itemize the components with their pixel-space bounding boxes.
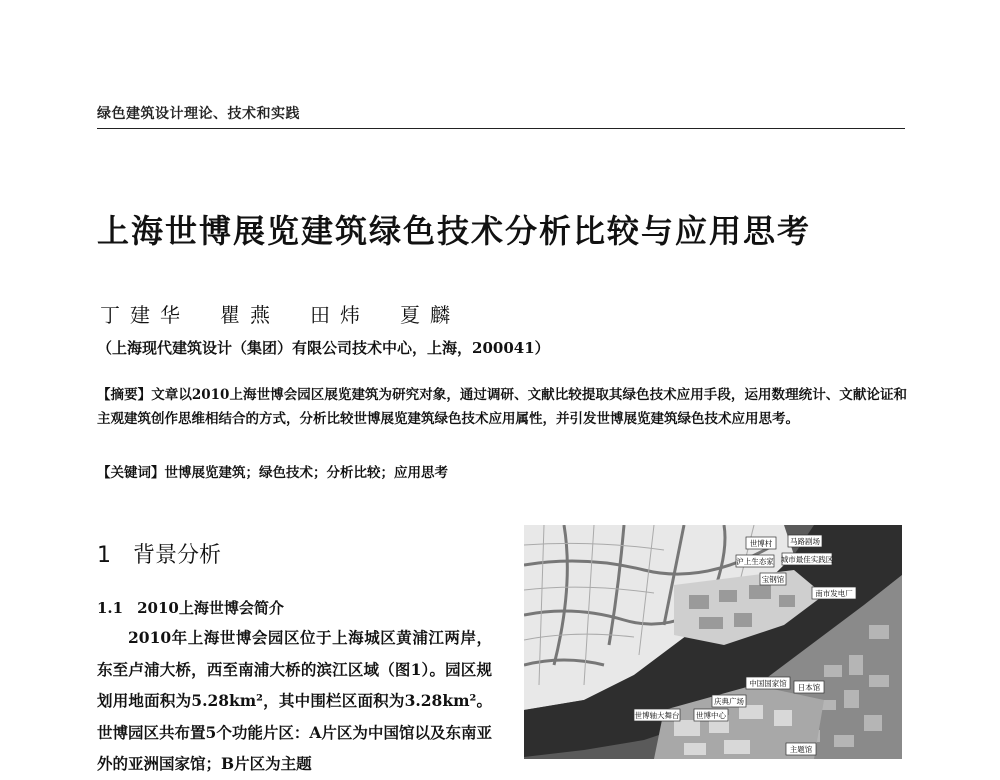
svg-text:马路剧场: 马路剧场: [790, 537, 820, 546]
header-rule: [97, 128, 905, 129]
section-title: 背景分析: [133, 543, 222, 568]
paragraph-text: 2010年上海世博会园区位于上海城区黄浦江两岸，东至卢浦大桥，西至南浦大桥的滨江区域（图1）。园区规划用地面积为5.28km²，其中围栏区面积为3.28km²。世博园区共布置5个功能片区：A片区为中国馆以及东南亚外的亚洲国家馆；B片区为主题: [97, 628, 492, 773]
affiliation: （上海现代建筑设计（集团）有限公司技术中心，上海，200041）: [97, 339, 550, 357]
svg-text:中国国家馆: 中国国家馆: [749, 679, 787, 688]
map-label: [760, 573, 786, 585]
abstract: [97, 383, 907, 431]
running-head: 绿色建筑设计理论、技术和实践: [97, 106, 300, 122]
svg-text:宝钢馆: 宝钢馆: [761, 575, 785, 584]
abstract-label: 【摘要】: [97, 387, 152, 403]
map-label: [794, 681, 824, 693]
map-image: [524, 525, 902, 759]
body-paragraph: [97, 622, 492, 780]
svg-text:庆典广场: 庆典广场: [714, 697, 744, 706]
section-number: 1: [97, 543, 111, 568]
author: 瞿燕: [220, 303, 280, 327]
svg-text:城市最佳实践区: 城市最佳实践区: [780, 555, 834, 564]
svg-text:沪上生态家: 沪上生态家: [736, 557, 774, 566]
map-label: [786, 743, 816, 755]
map-label: [746, 537, 776, 549]
svg-text:日本馆: 日本馆: [797, 683, 821, 692]
author: 夏麟: [400, 303, 460, 327]
map-label: [746, 677, 790, 689]
map-label: [788, 535, 822, 547]
map-label: [694, 709, 728, 721]
subsection-number: 1.1: [97, 599, 124, 617]
keywords-label: 【关键词】: [97, 465, 165, 481]
map-label: [736, 555, 774, 567]
abstract-text: 文章以2010上海世博会园区展览建筑为研究对象，通过调研、文献比较提取其绿色技术应用手段，运用数理统计、文献论证和主观建筑创作思维相结合的方式，分析比较世博展览建筑绿色技术应用属性，并引发世博展览建筑绿色技术应用思考。: [97, 387, 908, 427]
subsection-title: 2010上海世博会简介: [137, 599, 284, 617]
section-heading: [97, 538, 221, 569]
svg-text:南市发电厂: 南市发电厂: [815, 589, 853, 598]
svg-text:主题馆: 主题馆: [789, 745, 813, 754]
author: 田炜: [310, 303, 370, 327]
author-list: [100, 299, 460, 328]
keywords: [97, 461, 448, 481]
map-label: [712, 695, 746, 707]
svg-text:世博村: 世博村: [749, 539, 773, 548]
author: 丁建华: [100, 303, 190, 327]
subsection-heading: [97, 597, 284, 618]
keywords-text: 世博展览建筑；绿色技术；分析比较；应用思考: [164, 465, 448, 481]
site-map-figure: [524, 525, 902, 759]
map-label: [634, 709, 680, 721]
map-label: [812, 587, 856, 599]
paper-title: 上海世博展览建筑绿色技术分析比较与应用思考: [97, 212, 812, 250]
svg-text:世博中心: 世博中心: [696, 711, 726, 720]
map-label: [781, 553, 834, 565]
svg-text:世博轴大舞台: 世博轴大舞台: [634, 711, 680, 720]
